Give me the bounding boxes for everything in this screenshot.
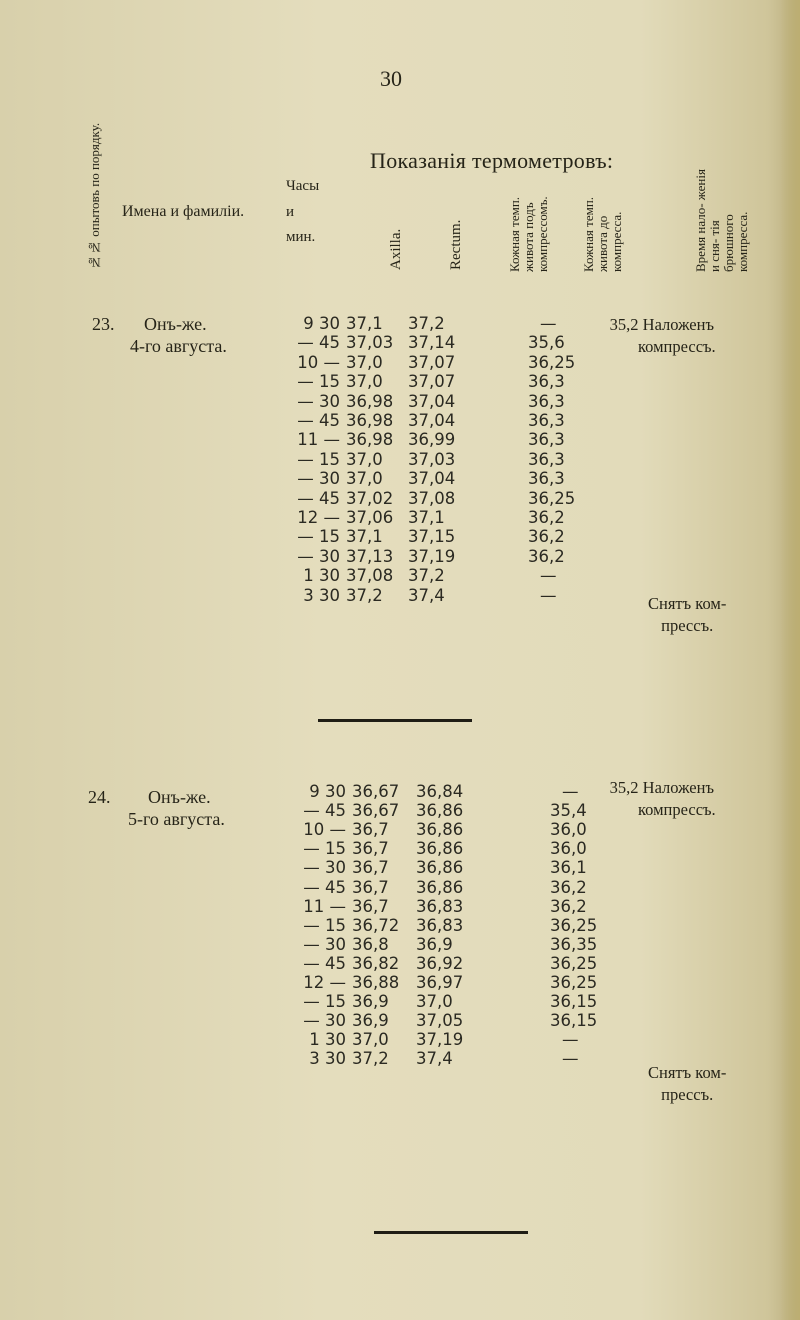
header-compress-time: Время нало- женія и сня- тія брюшного компресса.	[693, 169, 750, 272]
time-cell: — 30	[297, 391, 340, 411]
rectum-cell: 37,05	[416, 1011, 464, 1031]
header-time-line3: мин.	[286, 229, 316, 245]
time-cell: — 15	[297, 449, 340, 469]
rectum-cell: 36,86	[416, 820, 464, 840]
skin-temp-cell: —	[562, 1049, 579, 1069]
header-names: Имена и фамиліи.	[122, 203, 245, 220]
axilla-cell: 37,0	[346, 449, 383, 469]
axilla-cell: 37,08	[346, 566, 394, 586]
note-line: компрессъ.	[638, 800, 716, 819]
axilla-cell: 37,06	[346, 508, 394, 527]
axilla-cell: 37,13	[346, 546, 394, 566]
rectum-cell: 36,86	[416, 877, 464, 897]
skin-temp-cell: 36,1	[550, 858, 587, 878]
skin-temp-cell: 36,2	[550, 896, 587, 916]
rectum-cell: 37,2	[408, 566, 445, 586]
axilla-cell: 37,0	[346, 469, 383, 489]
note-line: 35,2 Наложенъ	[609, 315, 714, 334]
rectum-cell: 36,99	[408, 430, 456, 450]
axilla-cell: 36,7	[352, 896, 389, 916]
skin-temp-cell: 36,35	[550, 934, 598, 954]
header-skin-before-compress: Кожная темп. живота до компресса.	[581, 196, 624, 272]
axilla-cell: 36,7	[352, 877, 389, 897]
axilla-cell: 36,82	[352, 953, 400, 973]
rectum-cell: 36,86	[416, 801, 464, 821]
time-cell: 10 —	[297, 352, 340, 372]
axilla-cell: 37,0	[346, 372, 383, 392]
note-line: прессъ.	[661, 616, 714, 635]
record-number: 24.	[88, 787, 111, 807]
note-compress-applied	[608, 314, 716, 358]
skin-temp-cell: 36,0	[550, 839, 587, 859]
header-order-no: №№ опытовъ по порядку.	[87, 122, 102, 270]
axilla-cell: 36,8	[352, 934, 389, 954]
time-cell: — 15	[303, 915, 346, 935]
skin-temp-cell: —	[562, 1030, 579, 1050]
axilla-cell: 36,98	[346, 391, 394, 411]
note-line: прессъ.	[661, 1085, 714, 1104]
axilla-cell: 36,7	[352, 839, 389, 859]
record-date: 4-го августа.	[130, 336, 227, 356]
rectum-cell: 36,83	[416, 896, 464, 916]
time-cell: 9 30	[309, 782, 346, 801]
rectum-cell: 36,83	[416, 915, 464, 935]
rectum-cell: 36,92	[416, 953, 464, 973]
time-cell: — 30	[303, 1011, 346, 1031]
separator-rule	[374, 1231, 528, 1234]
axilla-cell: 37,0	[346, 352, 383, 372]
record-name: Онъ-же.	[144, 314, 207, 334]
time-cell: — 30	[297, 469, 340, 489]
skin-temp-cell: 36,25	[550, 953, 598, 973]
time-cell: — 45	[303, 801, 346, 821]
header-time-line1: Часы	[286, 178, 320, 194]
rectum-cell: 37,04	[408, 411, 456, 430]
rectum-cell: 37,19	[408, 546, 456, 566]
rectum-cell: 37,1	[408, 508, 445, 527]
time-cell: — 30	[303, 934, 346, 954]
skin-temp-cell: —	[540, 585, 557, 605]
rectum-cell: 36,9	[416, 934, 453, 954]
time-cell: — 45	[297, 488, 340, 508]
record-name: Онъ-же.	[148, 787, 211, 807]
header-rectum: Rectum.	[448, 219, 464, 270]
note-line: Снятъ ком-	[648, 594, 727, 613]
separator-rule	[318, 719, 472, 722]
skin-temp-cell: —	[562, 782, 579, 801]
skin-temp-cell: 36,15	[550, 1011, 598, 1031]
rectum-cell: 37,2	[408, 314, 445, 333]
record-number: 23.	[92, 314, 115, 334]
note-line: Снятъ ком-	[648, 1063, 727, 1082]
skin-temp-cell: 36,2	[528, 508, 565, 527]
note-line: 35,2 Наложенъ	[609, 778, 714, 797]
page-edge-shadow	[780, 0, 800, 1320]
time-cell: — 15	[303, 992, 346, 1012]
rectum-cell: 36,84	[416, 782, 464, 801]
skin-temp-cell: 36,2	[550, 877, 587, 897]
axilla-cell: 36,72	[352, 915, 400, 935]
axilla-cell: 37,03	[346, 333, 394, 353]
skin-temp-cell: 36,2	[528, 527, 565, 547]
skin-temp-cell: 36,3	[528, 391, 565, 411]
time-cell: 1 30	[309, 1030, 346, 1050]
skin-temp-cell: 36,15	[550, 992, 598, 1012]
time-cell: — 30	[297, 546, 340, 566]
record-date: 5-го августа.	[128, 809, 225, 829]
skin-temp-cell: 36,3	[528, 411, 565, 430]
axilla-cell: 36,67	[352, 801, 400, 821]
axilla-cell: 37,2	[352, 1049, 389, 1069]
rectum-cell: 37,07	[408, 372, 456, 392]
skin-temp-cell: 35,4	[550, 801, 587, 821]
rectum-cell: 36,97	[416, 973, 464, 992]
axilla-cell: 37,2	[346, 585, 383, 605]
time-cell: 1 30	[303, 566, 340, 586]
skin-temp-cell: —	[540, 566, 557, 586]
rectum-cell: 37,15	[408, 527, 456, 547]
time-cell: 10 —	[303, 820, 346, 840]
time-cell: — 45	[297, 333, 340, 353]
skin-temp-cell: 36,3	[528, 449, 565, 469]
rectum-cell: 37,4	[416, 1049, 453, 1069]
note-compress-removed	[648, 1062, 726, 1106]
axilla-cell: 36,9	[352, 992, 389, 1012]
axilla-cell: 36,9	[352, 1011, 389, 1031]
skin-temp-cell: 36,0	[550, 820, 587, 840]
rectum-cell: 37,04	[408, 391, 456, 411]
table-title: Показанія термометровъ:	[370, 148, 614, 173]
rectum-cell: 37,03	[408, 449, 456, 469]
note-compress-applied	[608, 777, 716, 821]
header-time-line2: и	[286, 204, 295, 220]
rectum-cell: 37,04	[408, 469, 456, 489]
skin-temp-cell: 36,25	[550, 973, 598, 992]
time-cell: — 45	[303, 877, 346, 897]
header-skin-under-compress: Кожная темп. живота подъ компрессомъ.	[507, 196, 550, 272]
skin-temp-cell: —	[540, 314, 557, 333]
time-cell: — 45	[297, 411, 340, 430]
rectum-cell: 36,86	[416, 839, 464, 859]
skin-temp-cell: 36,25	[528, 488, 576, 508]
skin-temp-cell: 36,2	[528, 546, 565, 566]
rectum-cell: 37,0	[416, 992, 453, 1012]
axilla-cell: 37,02	[346, 488, 394, 508]
rectum-cell: 37,4	[408, 585, 445, 605]
time-cell: 11 —	[297, 430, 340, 450]
rectum-cell: 37,19	[416, 1030, 464, 1050]
axilla-cell: 36,7	[352, 820, 389, 840]
time-cell: — 15	[297, 527, 340, 547]
time-cell: 12 —	[303, 973, 346, 992]
time-cell: — 15	[303, 839, 346, 859]
skin-temp-cell: 35,6	[528, 333, 565, 353]
time-cell: — 45	[303, 953, 346, 973]
time-cell: — 15	[297, 372, 340, 392]
skin-temp-cell: 36,3	[528, 372, 565, 392]
axilla-cell: 37,1	[346, 314, 383, 333]
time-cell: 9 30	[303, 314, 340, 333]
time-cell: — 30	[303, 858, 346, 878]
axilla-cell: 36,98	[346, 430, 394, 450]
axilla-cell: 36,7	[352, 858, 389, 878]
time-cell: 11 —	[303, 896, 346, 916]
axilla-cell: 36,98	[346, 411, 394, 430]
axilla-cell: 37,0	[352, 1030, 389, 1050]
rectum-cell: 37,07	[408, 352, 456, 372]
page-number: 30	[380, 66, 402, 91]
note-line: компрессъ.	[638, 337, 716, 356]
axilla-cell: 36,67	[352, 782, 400, 801]
axilla-cell: 36,88	[352, 973, 400, 992]
note-compress-removed	[648, 593, 726, 637]
skin-temp-cell: 36,3	[528, 430, 565, 450]
skin-temp-cell: 36,25	[550, 915, 598, 935]
rectum-cell: 37,14	[408, 333, 456, 353]
rectum-cell: 36,86	[416, 858, 464, 878]
time-cell: 12 —	[297, 508, 340, 527]
skin-temp-cell: 36,3	[528, 469, 565, 489]
rectum-cell: 37,08	[408, 488, 456, 508]
axilla-cell: 37,1	[346, 527, 383, 547]
time-cell: 3 30	[309, 1049, 346, 1069]
time-cell: 3 30	[303, 585, 340, 605]
header-axilla: Axilla.	[388, 228, 404, 270]
skin-temp-cell: 36,25	[528, 352, 576, 372]
